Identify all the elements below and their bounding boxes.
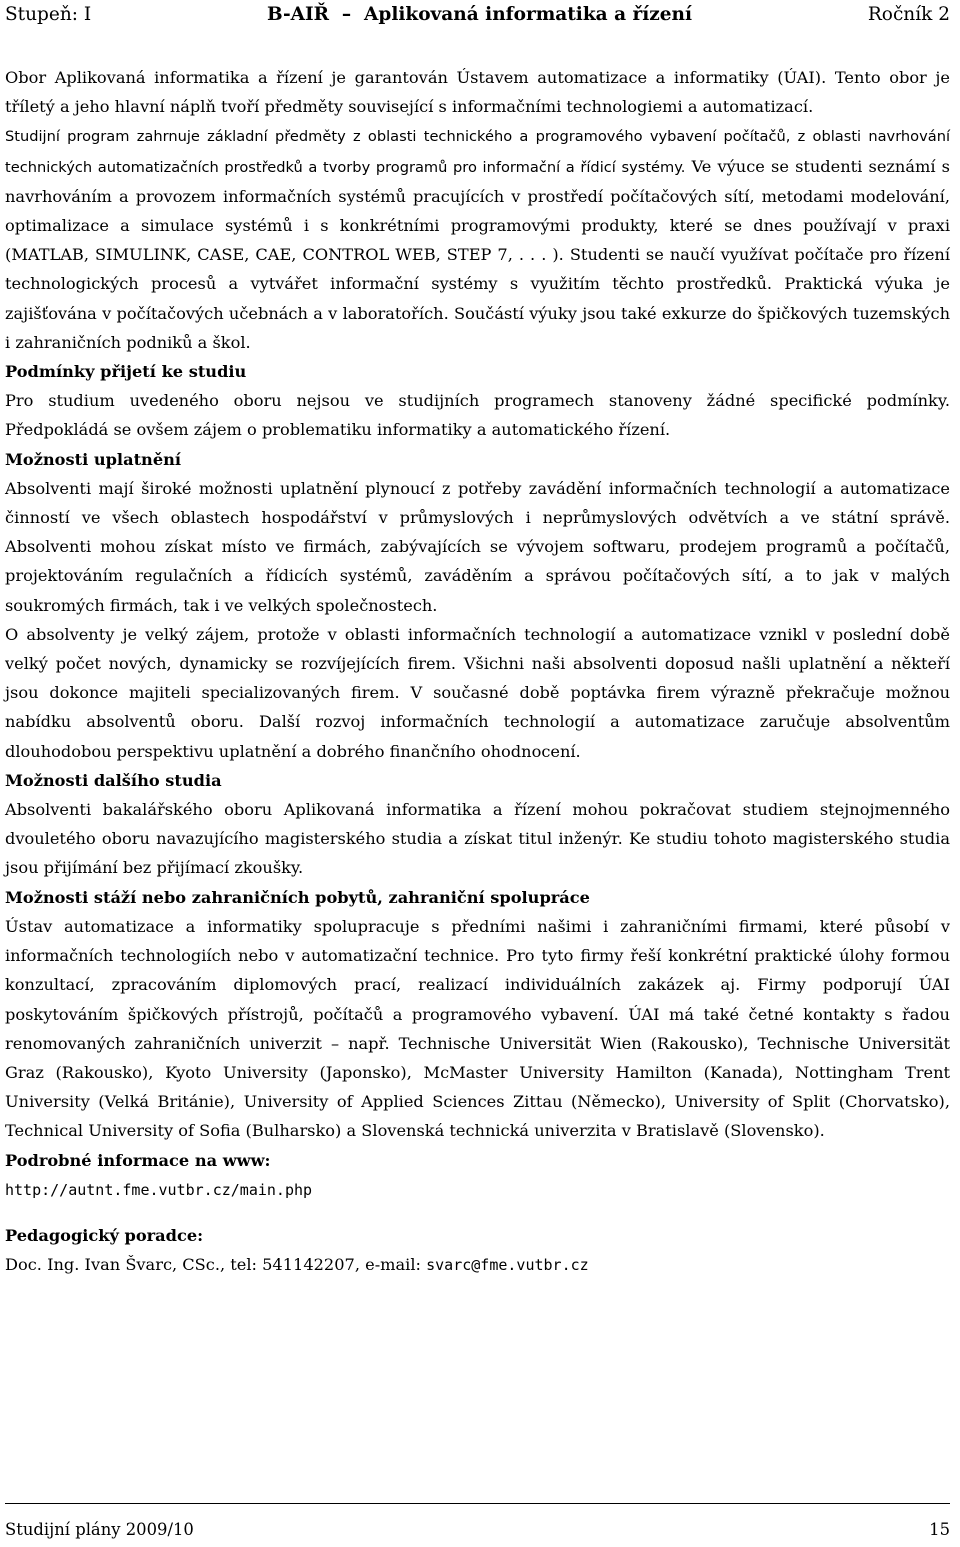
admission-text: Pro studium uvedeného oboru nejsou ve studijních programech stanoveny žádné specifické podmínky. Předpokládá se ovšem zájem o problematiku informatiky a automatického řízení.: [5, 391, 950, 440]
page-number: 15: [929, 1520, 950, 1539]
advisor-line: [5, 1250, 950, 1280]
program-text-sans: Studijní program zahrnuje základní předměty z oblasti technického a programového vybavení počítačů, z oblasti navrhování technických automatizačních prostředků a tvorby programů pro informační a řídicí systémy.: [5, 128, 950, 176]
further-study-heading: Možnosti dalšího studia: [5, 770, 222, 790]
header-level: Stupeň: I: [5, 4, 92, 25]
program-text: Ve výuce se studenti seznámí s navrhováním a provozem informačních systémů pracujících v prostředí počítačových sítí, metodami modelování, optimalizace a simulace systémů i s konkrétními programovými produkty, které se dnes používají v praxi (MATLAB, SIMULINK, CASE, CAE, CONTROL WEB, STEP 7, . . . ). Studenti se naučí využívat počítače pro řízení technologických procesů a vytvářet informační systémy s využitím těchto prostředků. Praktická výuka je zajišťována v počítačových učebnách a v laboratořích. Součástí výuky jsou také exkurze do špičkových tuzemských i zahraničních podniků a škol.: [5, 156, 950, 352]
advisor-heading: Pedagogický poradce:: [5, 1225, 204, 1245]
spacer: [5, 1205, 950, 1221]
header-year: Ročník 2: [867, 4, 950, 25]
further-study-text: Absolventi bakalářského oboru Aplikovaná informatika a řízení mohou pokračovat studiem stejnojmenného dvouletého oboru navazujícího magisterského studia a získat titul inženýr. Ke studiu tohoto magisterského studia jsou přijímání bez přijímací zkoušky.: [5, 800, 950, 878]
web-info-line: [5, 1175, 950, 1205]
internships-text: Ústav automatizace a informatiky spolupracuje s předními našimi i zahraničními firmami, které působí v informačních technologiích nebo v automatizační technice. Pro tyto firmy řeší konkrétní praktické úlohy formou konzultací, zpracováním diplomových prací, realizací individuálních zakázek aj. Firmy podporují ÚAI poskytováním špičkových přístrojů, počítačů a programového vybavení. ÚAI má také četné kontakty s řadou renomovaných zahraničních univerzit – např. Technische Universität Wien (Rakousko), Technische Universität Graz (Rakousko), Kyoto University (Japonsko), McMaster University Hamilton (Kanada), Nottingham Trent University (Velká Británie), University of Applied Sciences Zittau (Německo), University of Split (Chorvatsko), Technical University of Sofia (Bulharsko) a Slovenská technická univerzita v Bratislavě (Slovensko).: [5, 916, 950, 1141]
employment-paragraph-1: Absolventi mají široké možnosti uplatnění plynoucí z potřeby zavádění informačních technologií a automatizace činností ve všech oblastech hospodářství v průmyslových i neprůmyslových odvětvích a ve státní správě. Absolventi mohou získat místo ve firmách, zabývajících se vývojem softwaru, prodejem programů a počítačů, projektováním regulačních a řídicích systémů, zaváděním a správou počítačových sítí, a to jak v malých soukromých firmách, tak i ve velkých společnostech.: [5, 478, 950, 615]
employment-heading: Možnosti uplatnění: [5, 449, 182, 469]
program-paragraph: [5, 121, 950, 357]
web-info-heading: Podrobné informace na www:: [5, 1150, 271, 1170]
intro-paragraph: Obor Aplikovaná informatika a řízení je garantován Ústavem automatizace a informatiky (ÚAI). Tento obor je tříletý a jeho hlavní náplň tvoří předměty související s informačními technologiemi a automatizací.: [5, 68, 950, 117]
advisor-name: Doc. Ing. Ivan Švarc, CSc., tel: 541142207, e-mail:: [5, 1255, 427, 1275]
header-program-title: B-AIŘ – Aplikovaná informatika a řízení: [267, 4, 693, 25]
web-info-link[interactable]: http://autnt.fme.vutbr.cz/main.php: [5, 1180, 313, 1199]
page-footer: [5, 1520, 950, 1539]
employment-paragraph-2: O absolventy je velký zájem, protože v oblasti informačních technologií a automatizace vznikl v poslední době velký počet nových, dynamicky se rozvíjejících firem. Všichni naši absolventi doposud našli uplatnění a někteří jsou dokonce majiteli specializovaných firem. V současné době poptávka firem výrazně překračuje možnou nabídku absolventů oboru. Další rozvoj informačních technologií a automatizace zaručuje absolventům dlouhodobou perspektivu uplatnění a dobrého finančního ohodnocení.: [5, 624, 950, 761]
advisor-email-link[interactable]: svarc@fme.vutbr.cz: [426, 1256, 589, 1275]
page-header: [5, 4, 950, 34]
footer-title: Studijní plány 2009/10: [5, 1520, 194, 1539]
page-content: [5, 63, 950, 1280]
footer-divider: [5, 1503, 950, 1504]
internships-heading: Možnosti stáží nebo zahraničních pobytů, zahraniční spolupráce: [5, 887, 590, 907]
admission-heading: Podmínky přijetí ke studiu: [5, 362, 247, 382]
